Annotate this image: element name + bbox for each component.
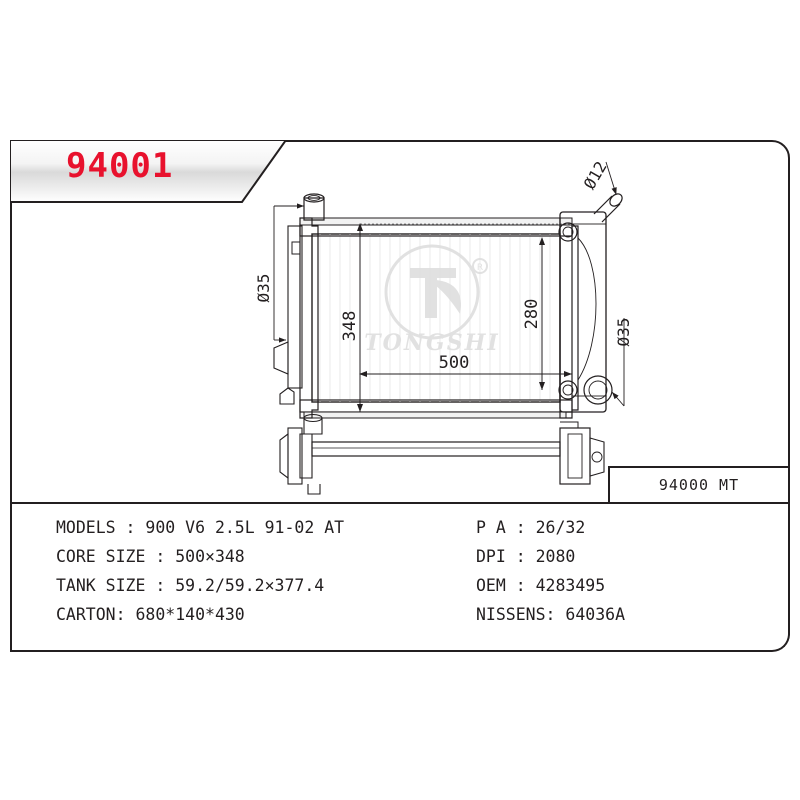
spec-oem: OEM : 4283495 (476, 576, 606, 595)
mt-code-box (608, 466, 788, 502)
spec-table (12, 504, 792, 652)
spec-row (56, 518, 792, 547)
spec-nissens: NISSENS: 64036A (476, 605, 626, 624)
part-number: 94001 (66, 146, 174, 186)
dim-tank-height: 280 (522, 298, 542, 330)
tongshi-watermark (364, 246, 499, 356)
spec-row (56, 547, 792, 576)
dim-core-height: 348 (340, 310, 360, 342)
spec-carton: CARTON: 680*140*430 (56, 605, 245, 624)
dim-inlet-right: Ø35 (614, 317, 633, 347)
spec-models: MODELS : 900 V6 2.5L 91-02 AT (56, 518, 345, 537)
dim-core-width: 500 (438, 353, 470, 373)
part-number-banner (10, 140, 280, 202)
spec-dpi: DPI : 2080 (476, 547, 576, 566)
svg-text:TONGSHI: TONGSHI (364, 330, 500, 356)
spec-row (56, 605, 792, 634)
spec-tank-size: TANK SIZE : 59.2/59.2×377.4 (56, 576, 325, 595)
svg-text:R: R (476, 263, 484, 273)
product-spec-sheet (10, 140, 790, 660)
mt-code: 94000 MT (658, 476, 740, 494)
spec-frame (10, 504, 790, 652)
dim-inlet-left: Ø35 (254, 273, 273, 303)
dim-small-port: Ø12 (579, 157, 611, 193)
radiator-side-view (280, 415, 604, 495)
spec-pa: P A : 26/32 (476, 518, 586, 537)
spec-row (56, 576, 792, 605)
drawing-frame (10, 140, 790, 504)
spec-core-size: CORE SIZE : 500×348 (56, 547, 245, 566)
